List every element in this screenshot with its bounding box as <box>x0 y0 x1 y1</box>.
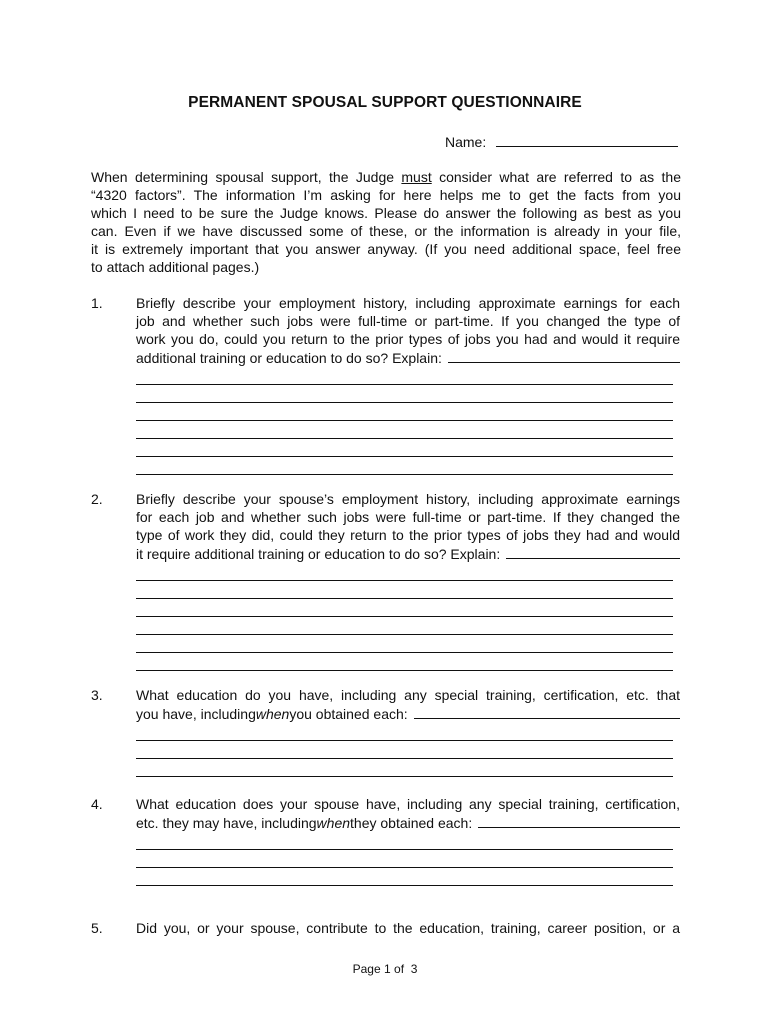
page-word: Page <box>352 962 381 976</box>
answer-line[interactable] <box>136 581 673 599</box>
answer-blank[interactable] <box>506 544 680 559</box>
answer-line[interactable] <box>136 653 673 671</box>
page-number: 1 <box>383 962 391 976</box>
answer-blank[interactable] <box>414 704 680 719</box>
answer-line[interactable] <box>136 723 673 741</box>
emphasis-when: when <box>316 815 351 831</box>
question-number: 3. <box>91 687 103 703</box>
answer-line[interactable] <box>136 457 673 475</box>
answer-blank[interactable] <box>448 348 680 363</box>
answer-line[interactable] <box>136 403 673 421</box>
answer-line[interactable] <box>136 635 673 653</box>
answer-line[interactable] <box>136 741 673 759</box>
answer-line[interactable] <box>136 599 673 617</box>
question-text-line: Did you, or your spouse, contribute to the education, training, career position, or a <box>136 920 680 936</box>
question-text-line: additional training or education to do so? Explain: <box>136 348 680 367</box>
question-number: 1. <box>91 295 103 311</box>
answer-line[interactable] <box>136 421 673 439</box>
page-total: 3 <box>410 962 418 976</box>
answer-blank[interactable] <box>478 813 680 828</box>
name-field-row <box>445 132 678 150</box>
question-text-line: for each job and whether such jobs were full-time or part-time. If they changed the <box>136 509 680 525</box>
page-footer <box>0 962 770 976</box>
answer-line[interactable] <box>136 367 673 385</box>
question-text-line: Briefly describe your spouse’s employment history, including approximate earnings <box>136 491 680 507</box>
answer-line[interactable] <box>136 759 673 777</box>
question-text-line: you have, including when you obtained each: <box>136 704 680 723</box>
intro-line: which I need to be sure the Judge knows. Please do answer the following as best as you <box>91 205 681 221</box>
question-text-line: What education do you have, including any special training, certification, etc. that <box>136 687 680 703</box>
intro-line: to attach additional pages.) <box>91 259 260 275</box>
answer-line[interactable] <box>136 385 673 403</box>
emphasis-must: must <box>401 169 432 185</box>
intro-line: “4320 factors”. The information I’m asking for here helps me to get the facts from you <box>91 187 681 203</box>
question-text-line: job and whether such jobs were full-time or part-time. If you changed the type of <box>136 313 680 329</box>
question-text-line: Briefly describe your employment history, including approximate earnings for each <box>136 295 680 311</box>
emphasis-when: when <box>255 706 290 722</box>
name-blank[interactable] <box>496 132 678 147</box>
answer-line[interactable] <box>136 850 673 868</box>
answer-line[interactable] <box>136 832 673 850</box>
answer-line[interactable] <box>136 617 673 635</box>
question-text-line: What education does your spouse have, including any special training, certification, <box>136 796 680 812</box>
of-word: of <box>394 962 405 976</box>
page-title: PERMANENT SPOUSAL SUPPORT QUESTIONNAIRE <box>188 94 582 111</box>
question-text-line: it require additional training or education to do so? Explain: <box>136 544 680 563</box>
intro-line: can. Even if we have discussed some of these, or the information is already in your file, <box>91 223 681 239</box>
answer-line[interactable] <box>136 563 673 581</box>
answer-line[interactable] <box>136 868 673 886</box>
intro-line: it is extremely important that you answer anyway. (If you need additional space, feel free <box>91 241 681 257</box>
name-label: Name: <box>445 134 487 150</box>
question-text-line: etc. they may have, including when they obtained each: <box>136 813 680 832</box>
question-number: 4. <box>91 796 103 812</box>
intro-paragraph <box>91 168 681 276</box>
answer-line[interactable] <box>136 439 673 457</box>
intro-line: When determining spousal support, the Judge must consider what are referred to as the <box>91 169 681 185</box>
question-number: 2. <box>91 491 103 507</box>
question-text-line: type of work they did, could they return to the prior types of jobs they had and would <box>136 527 680 543</box>
question-text-line: work you do, could you return to the prior types of jobs you had and would it require <box>136 331 680 347</box>
question-number: 5. <box>91 920 103 936</box>
